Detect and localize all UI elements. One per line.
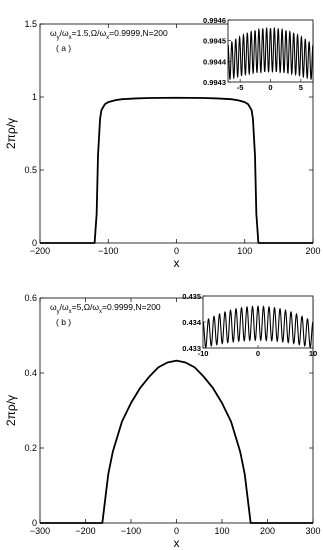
inset-chart	[203, 16, 313, 92]
annotation-text: /ω	[59, 28, 69, 38]
x-tick-label: −300	[29, 526, 51, 536]
x-tick-label: 100	[214, 526, 230, 536]
inset-x-tick-label: 10	[308, 349, 318, 358]
x-tick-label: 200	[305, 246, 321, 256]
x-tick-label: 0	[173, 246, 180, 256]
y-axis-label: 2πρ/γ	[4, 394, 18, 427]
inset-y-tick-label: 0.9945	[203, 36, 226, 46]
y-tick-label: 0.2	[24, 443, 37, 453]
inset-y-tick-label: 0.435	[182, 292, 201, 301]
y-tick-label: 0	[31, 518, 37, 528]
inset-y-tick-label: 0.434	[182, 318, 201, 327]
inset-y-tick-label: 0.9943	[203, 78, 226, 87]
x-tick-label: 200	[259, 526, 276, 536]
series-line	[40, 98, 313, 243]
annotation-text: ω	[50, 302, 57, 312]
x-tick-label: 0	[173, 526, 180, 536]
x-axis-label: x	[173, 256, 180, 270]
parameter-annotation	[50, 302, 161, 315]
annotation-subscript: x	[106, 35, 110, 41]
inset-chart	[182, 292, 317, 358]
annotation-text: =0.9999,N=200	[102, 302, 161, 312]
y-tick-label: 0.5	[24, 165, 37, 175]
panel-label: ( b )	[56, 317, 72, 327]
y-tick-label: 1.5	[24, 19, 37, 29]
inset-x-tick-label: 5	[298, 83, 303, 92]
inset-y-tick-label: 0.9944	[203, 57, 226, 67]
inset-x-tick-label: 0	[255, 349, 261, 358]
x-tick-label: −100	[120, 526, 142, 536]
x-tick-label: −200	[75, 526, 96, 536]
inset-x-tick-label: -5	[236, 83, 244, 92]
annotation-subscript: x	[68, 35, 72, 41]
y-tick-label: 0.4	[24, 368, 37, 378]
inset-x-tick-label: 0	[268, 83, 273, 92]
inset-y-tick-label: 0.433	[182, 344, 201, 353]
annotation-text: =1.5,Ω/ω	[71, 28, 107, 38]
x-axis-label: x	[173, 536, 180, 550]
panel-a	[4, 16, 321, 270]
series-line	[40, 361, 313, 523]
y-axis-label: 2πρ/γ	[4, 117, 18, 150]
y-tick-label: 1	[31, 92, 37, 102]
y-tick-label: 0.6	[24, 293, 37, 303]
x-tick-label: 300	[305, 526, 321, 536]
annotation-subscript: x	[68, 309, 72, 315]
x-tick-label: −200	[29, 246, 51, 256]
y-tick-label: 0	[31, 238, 37, 248]
annotation-subscript: y	[56, 309, 60, 315]
inset-y-tick-label: 0.9946	[203, 16, 226, 25]
x-tick-label: 100	[237, 246, 253, 256]
panel-label: ( a )	[56, 43, 72, 53]
inset-frame	[203, 296, 313, 348]
annotation-subscript: x	[99, 309, 103, 315]
annotation-text: =0.9999,N=200	[109, 28, 168, 38]
inset-x-tick-label: -10	[197, 349, 209, 358]
annotation-text: =5,Ω/ω	[71, 302, 100, 312]
panel-b	[4, 292, 321, 550]
annotation-text: ω	[50, 28, 57, 38]
annotation-subscript: y	[56, 35, 60, 41]
x-tick-label: −100	[98, 246, 119, 256]
parameter-annotation	[50, 28, 168, 41]
annotation-text: /ω	[59, 302, 69, 312]
